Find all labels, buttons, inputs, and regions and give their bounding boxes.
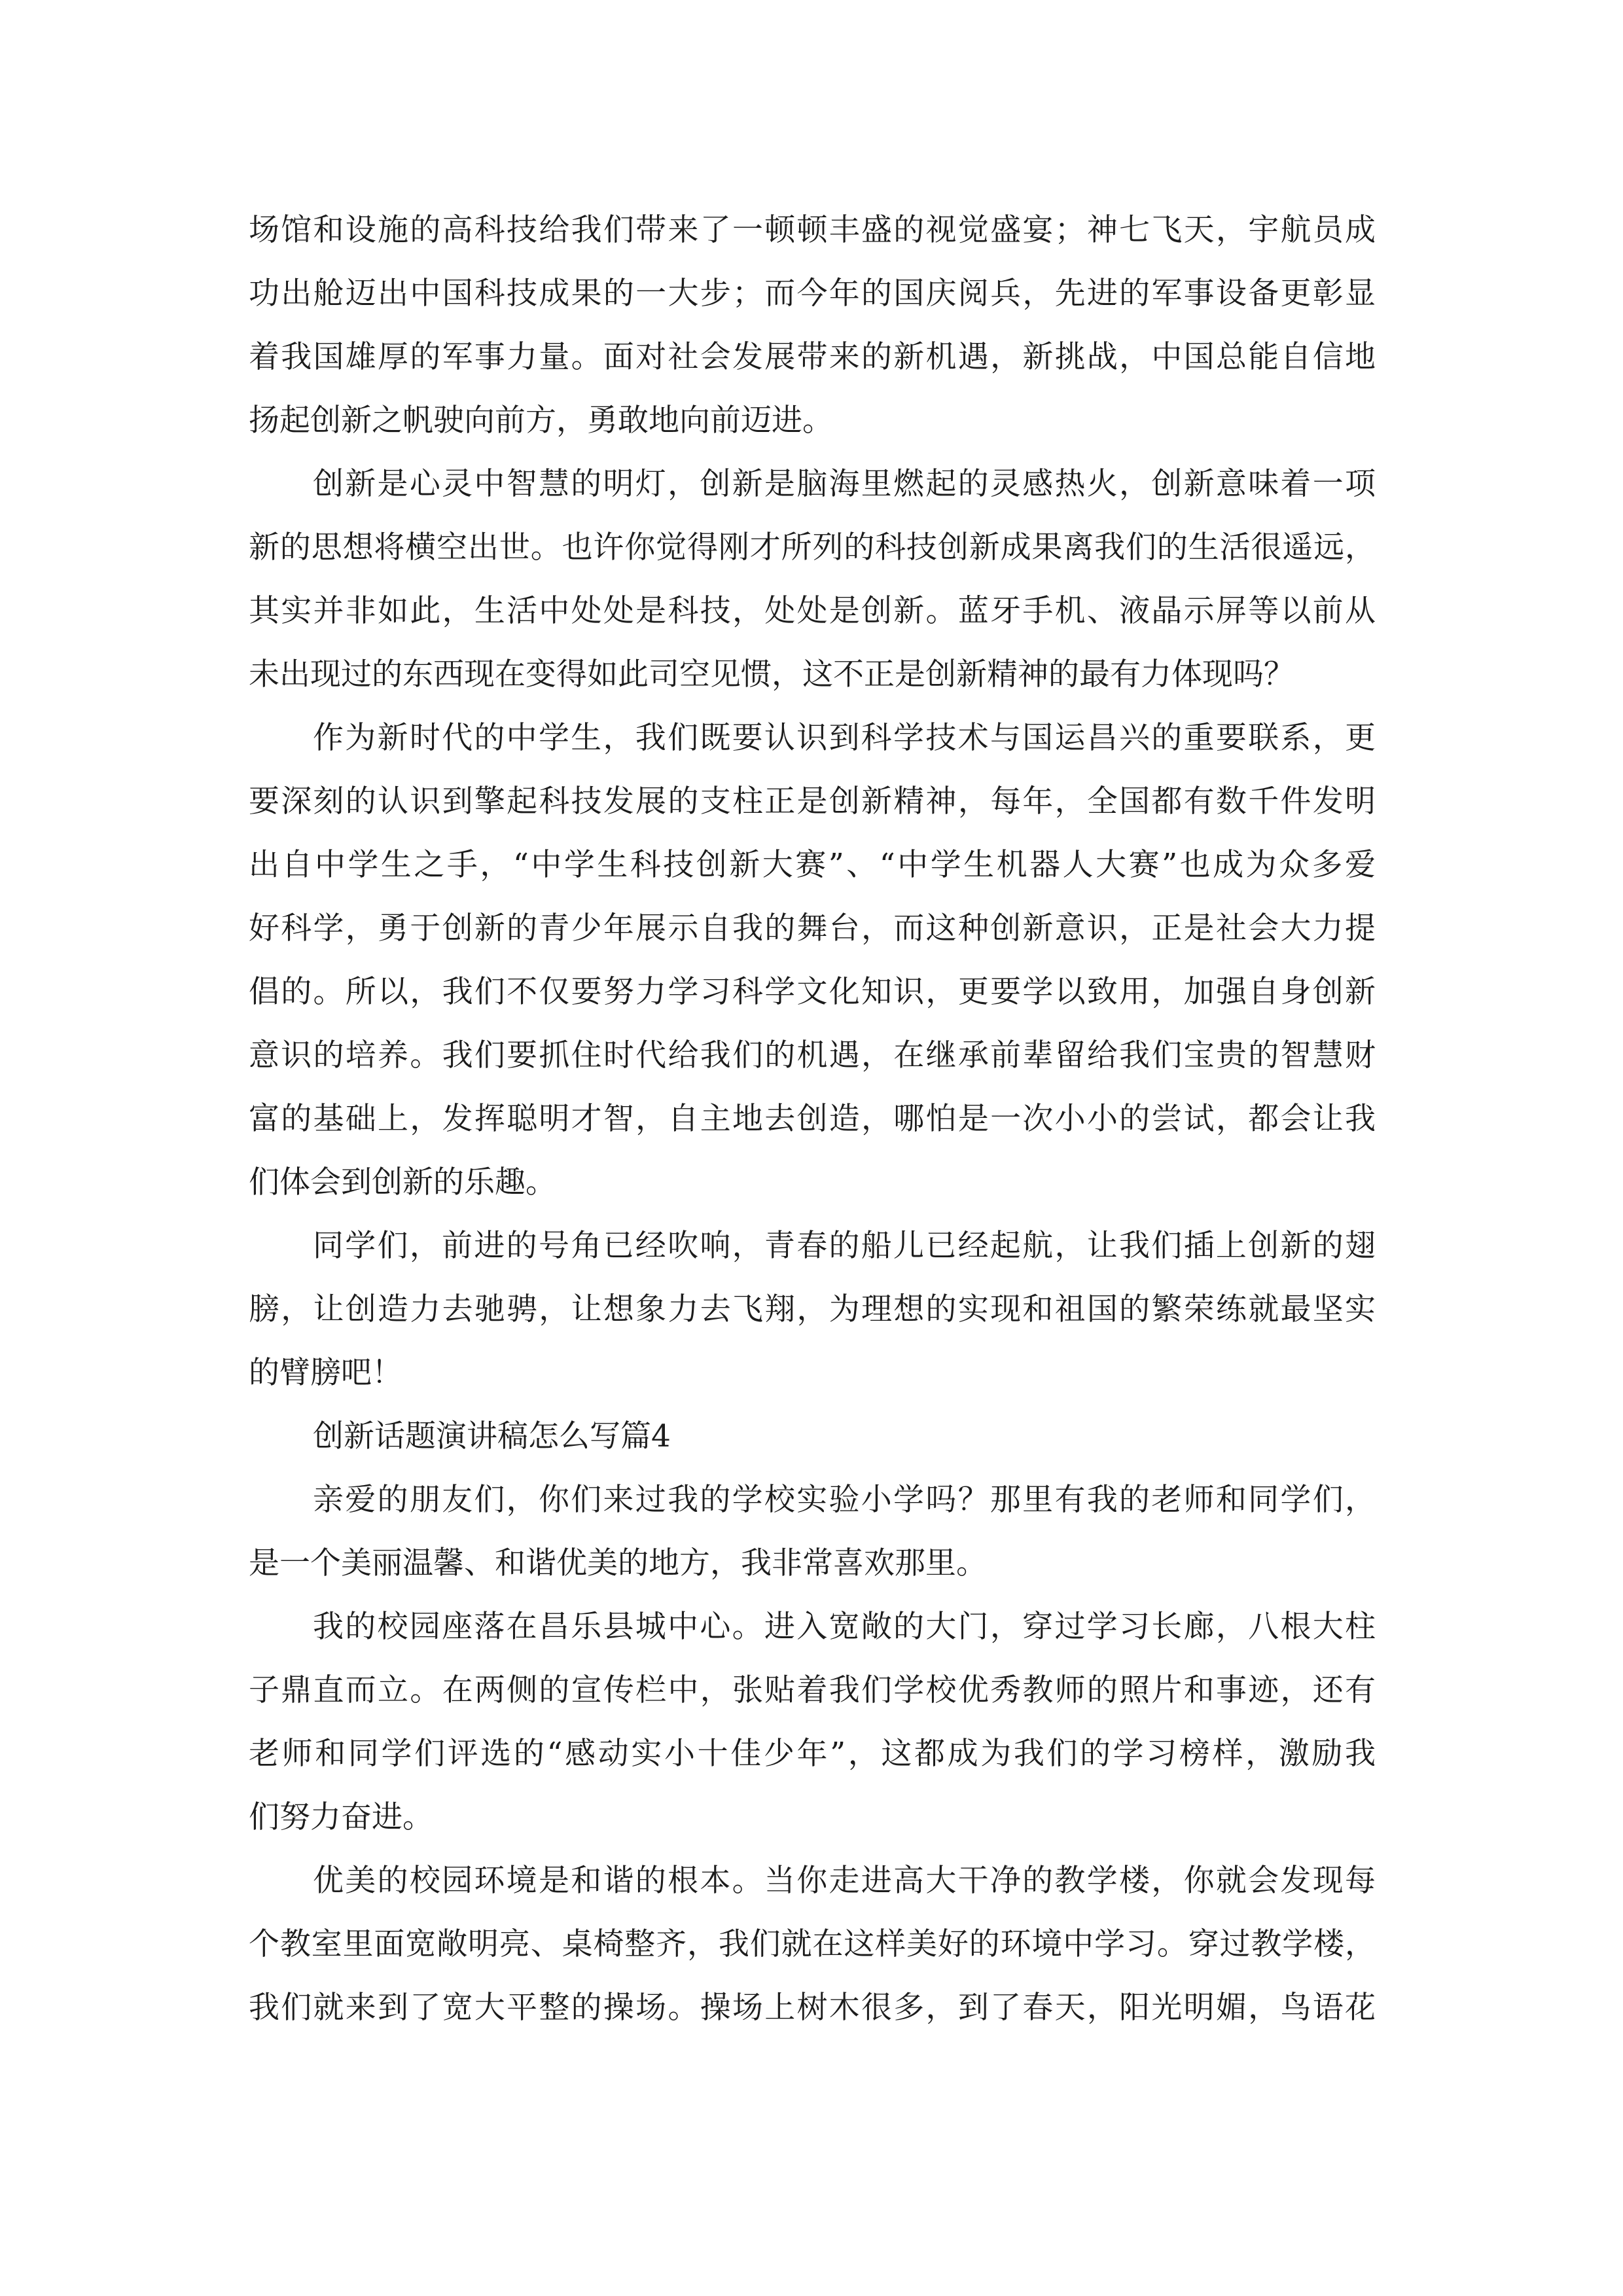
text-line: 优美的校园环境是和谐的根本。当你走进高大干净的教学楼，你就会发现每 [313, 1863, 1376, 1899]
text-line: 其实并非如此，生活中处处是科技，处处是创新。蓝牙手机、液晶示屏等以前从 [249, 593, 1376, 629]
text-line: 场馆和设施的高科技给我们带来了一顿顿丰盛的视觉盛宴；神七飞天，宇航员成 [249, 212, 1376, 248]
text-line: 们努力奋进。 [249, 1799, 433, 1835]
text-line: 富的基础上，发挥聪明才智，自主地去创造，哪怕是一次小小的尝试，都会让我 [249, 1101, 1376, 1137]
text-line: 我们就来到了宽大平整的操场。操场上树木很多，到了春天，阳光明媚，鸟语花 [249, 1990, 1376, 2026]
text-line: 创新是心灵中智慧的明灯，创新是脑海里燃起的灵感热火，创新意味着一项 [313, 466, 1376, 502]
text-line: 新的思想将横空出世。也许你觉得刚才所列的科技创新成果离我们的生活很遥远， [249, 529, 1376, 565]
text-line: 亲爱的朋友们，你们来过我的学校实验小学吗？那里有我的老师和同学们， [313, 1482, 1376, 1518]
text-line: 意识的培养。我们要抓住时代给我们的机遇，在继承前辈留给我们宝贵的智慧财 [249, 1037, 1376, 1073]
text-line: 的臂膀吧！ [249, 1355, 402, 1391]
text-line: 们体会到创新的乐趣。 [249, 1164, 556, 1200]
text-line: 是一个美丽温馨、和谐优美的地方，我非常喜欢那里。 [249, 1545, 987, 1581]
text-line: 个教室里面宽敞明亮、桌椅整齐，我们就在这样美好的环境中学习。穿过教学楼， [249, 1926, 1376, 1962]
text-line: 作为新时代的中学生，我们既要认识到科学技术与国运昌兴的重要联系，更 [313, 720, 1376, 756]
paragraph [249, 198, 1376, 452]
paragraph [249, 1849, 1376, 2039]
text-line: 未出现过的东西现在变得如此司空见惯，这不正是创新精神的最有力体现吗？ [249, 656, 1294, 692]
text-line: 同学们，前进的号角已经吹响，青春的船儿已经起航，让我们插上创新的翅 [313, 1228, 1376, 1264]
text-line: 扬起创新之帆驶向前方，勇敢地向前迈进。 [249, 403, 833, 439]
text-line: 要深刻的认识到擎起科技发展的支柱正是创新精神，每年，全国都有数千件发明 [249, 783, 1376, 819]
paragraph [249, 1214, 1376, 1405]
text-line: 出自中学生之手，“中学生科技创新大赛”、“中学生机器人大赛”也成为众多爱 [249, 847, 1376, 883]
text-line: 倡的。所以，我们不仅要努力学习科学文化知识，更要学以致用，加强自身创新 [249, 974, 1376, 1010]
text-line: 好科学，勇于创新的青少年展示自我的舞台，而这种创新意识，正是社会大力提 [249, 910, 1376, 946]
text-line: 膀，让创造力去驰骋，让想象力去飞翔，为理想的实现和祖国的繁荣练就最坚实 [249, 1291, 1376, 1327]
section-heading: 创新话题演讲稿怎么写篇4 [313, 1418, 671, 1454]
paragraph [249, 1595, 1376, 1849]
text-line: 子鼎直而立。在两侧的宣传栏中，张贴着我们学校优秀教师的照片和事迹，还有 [249, 1672, 1376, 1708]
paragraph [249, 1468, 1376, 1595]
paragraph [249, 706, 1376, 1214]
text-line: 着我国雄厚的军事力量。面对社会发展带来的新机遇，新挑战，中国总能自信地 [249, 339, 1376, 375]
text-line: 我的校园座落在昌乐县城中心。进入宽敞的大门，穿过学习长廊，八根大柱 [313, 1609, 1376, 1645]
paragraph [249, 452, 1376, 706]
document-body [249, 198, 1376, 2039]
text-line: 老师和同学们评选的“感动实小十佳少年”，这都成为我们的学习榜样，激励我 [249, 1736, 1376, 1772]
text-line: 功出舱迈出中国科技成果的一大步；而今年的国庆阅兵，先进的军事设备更彰显 [249, 276, 1376, 312]
